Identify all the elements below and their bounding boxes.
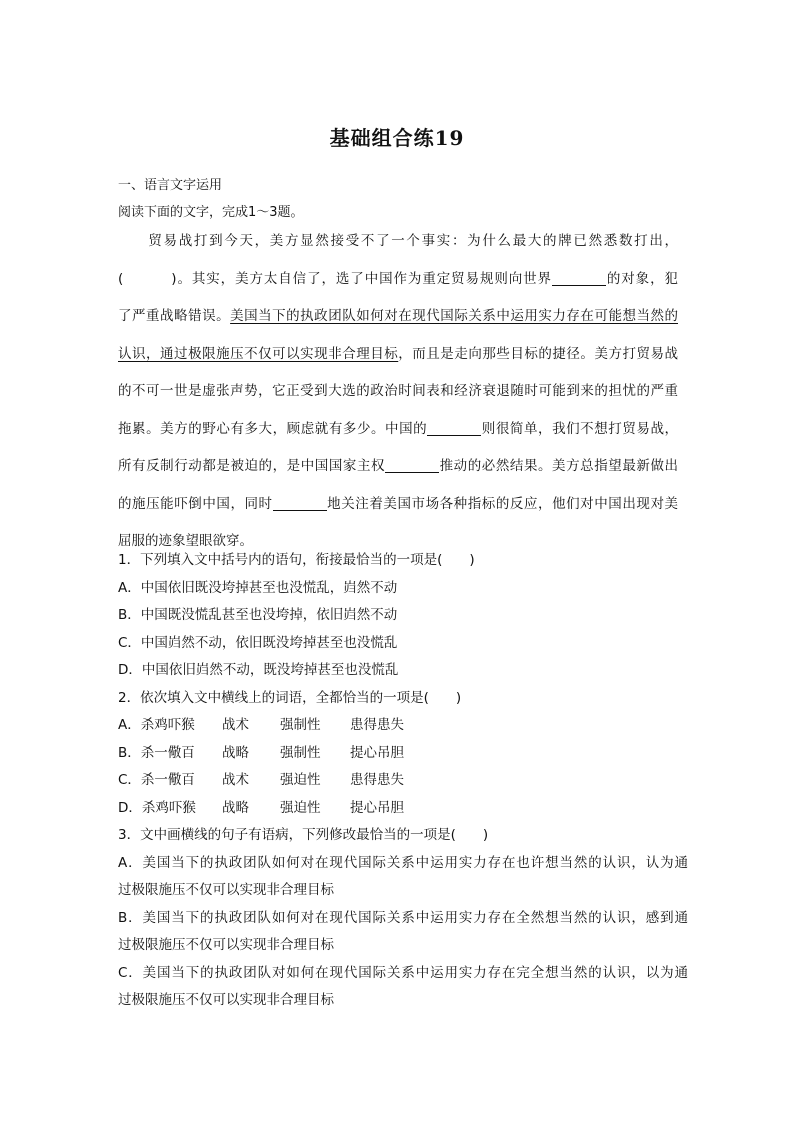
page-title: 基础组合练19 [329, 126, 465, 150]
section-instruction: 阅读下面的文字，完成1～3题。 [118, 205, 304, 220]
passage-text: ( [118, 270, 124, 287]
passage-text: 了严重战略错误。 [118, 308, 231, 324]
answer-option[interactable] [118, 740, 688, 768]
answer-option[interactable]: C．中国岿然不动，依旧既没垮掉甚至也没慌乱 [118, 634, 398, 651]
section-heading: 一、语言文字运用 [118, 178, 223, 193]
option-word: 强制性 [280, 744, 321, 761]
answer-option[interactable]: D．中国依旧岿然不动，既没垮掉甚至也没慌乱 [118, 662, 399, 678]
option-word: 战术 [222, 772, 249, 788]
option-word: 战略 [222, 799, 249, 816]
option-word: C．杀一儆百 [118, 772, 195, 788]
answer-option[interactable]: A．美国当下的执政团队如何对在现代国际关系中运用实力存在也许想当然的认识，认为通 [118, 854, 688, 871]
passage-text: 拖累。美方的野心有多大，顾虑就有多少。中国的 [118, 420, 428, 437]
passage-text: 的施压能吓倒中国，同时 [118, 495, 273, 512]
answer-option-continued: 过极限施压不仅可以实现非合理目标 [118, 937, 334, 953]
option-word: 强制性 [280, 717, 321, 733]
question-stem: 2．依次填入文中横线上的词语，全都恰当的一项是( ) [118, 689, 462, 706]
option-word: A．杀鸡吓猴 [118, 717, 195, 733]
passage-text: )。其实，美方太自信了，选了中国作为重定贸易规则向世界 [171, 270, 552, 287]
option-word: 战术 [222, 717, 249, 733]
passage-line [118, 486, 678, 524]
passage-line [118, 336, 678, 374]
answer-option[interactable]: A．中国依旧既没垮掉甚至也没慌乱，岿然不动 [118, 579, 398, 596]
passage-line: 贸易战打到今天，美方显然接受不了一个事实：为什么最大的牌已然悉数打出， [118, 233, 678, 249]
underlined-sentence: 美国当下的执政团队如何对在现代国际关系中运用实力存在可能想当然的 [230, 308, 678, 324]
option-word: 提心吊胆 [350, 744, 404, 761]
passage-text: 的对象，犯 [605, 270, 678, 287]
option-word: 战略 [222, 744, 249, 761]
passage-line: 的不可一世是虚张声势，它正受到大选的政治时间表和经济衰退随时可能到来的担忧的严重 [118, 383, 678, 399]
answer-option[interactable]: B．中国既没慌乱甚至也没垮掉，依旧岿然不动 [118, 607, 398, 623]
passage-text: 地关注着美国市场各种指标的反应，他们对中国出现对美 [326, 495, 678, 512]
fill-blank [552, 269, 606, 286]
passage-text: ，而且是走向那些目标的捷径。美方打贸易战 [398, 345, 678, 362]
passage-line: 屈服的迹象望眼欲穿。 [118, 533, 253, 549]
passage-line [118, 448, 678, 486]
option-word: 患得患失 [350, 717, 404, 733]
passage-line [118, 261, 678, 299]
passage-text: 则很简单，我们不想打贸易战， [481, 420, 678, 437]
question-list [118, 547, 688, 1015]
fill-blank [385, 456, 439, 473]
option-word: B．杀一儆百 [118, 744, 195, 761]
answer-option-continued: 过极限施压不仅可以实现非合理目标 [118, 882, 334, 898]
question-stem: 3．文中画横线的句子有语病，下列修改最恰当的一项是( ) [118, 827, 489, 843]
answer-option[interactable] [118, 767, 688, 795]
fill-blank [273, 494, 327, 511]
passage-text: 推动的必然结果。美方总指望最新做出 [439, 458, 678, 474]
answer-option[interactable] [118, 712, 688, 740]
option-word: 强迫性 [280, 772, 321, 788]
reading-passage [118, 223, 678, 561]
answer-option[interactable]: C．美国当下的执政团队对如何在现代国际关系中运用实力存在完全想当然的认识，以为通 [118, 964, 688, 981]
option-word: 提心吊胆 [350, 799, 404, 816]
answer-option-continued: 过极限施压不仅可以实现非合理目标 [118, 992, 334, 1008]
answer-option[interactable] [118, 795, 688, 823]
option-word: 患得患失 [350, 772, 404, 788]
underlined-sentence: 认识，通过极限施压不仅可以实现非合理目标 [118, 345, 399, 362]
question-stem: 1．下列填入文中括号内的语句，衔接最恰当的一项是( ) [118, 552, 475, 568]
passage-line [118, 411, 678, 449]
fill-blank [427, 419, 481, 436]
option-word: 强迫性 [280, 799, 321, 816]
answer-option[interactable]: B．美国当下的执政团队如何对在现代国际关系中运用实力存在全然想当然的认识，感到通 [118, 909, 688, 926]
passage-text: 所有反制行动都是被迫的，是中国国家主权 [118, 458, 386, 474]
passage-line [118, 298, 678, 336]
option-word: D．杀鸡吓猴 [118, 799, 196, 816]
